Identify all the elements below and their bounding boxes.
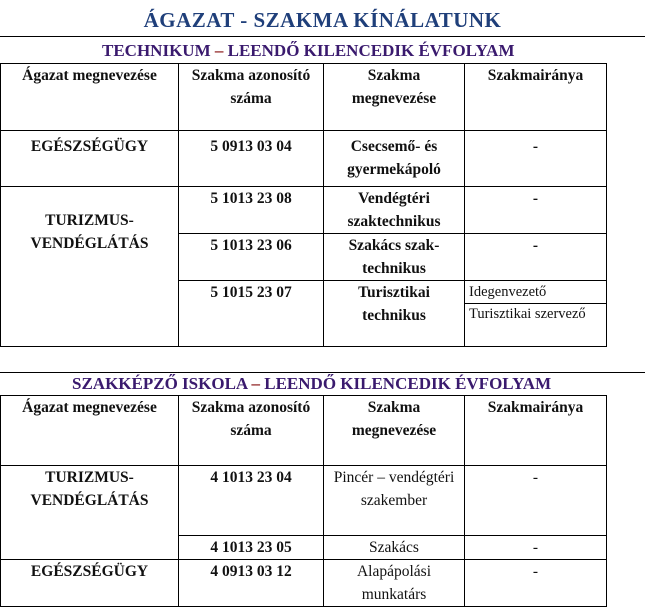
direction-cell: - — [465, 466, 607, 536]
name-cell: Szakács — [324, 536, 465, 560]
name-cell: Csecsemő- és gyermekápoló — [324, 131, 465, 187]
direction-cell — [465, 281, 607, 347]
szakkepzo-header-row — [1, 396, 607, 466]
direction-cell: - — [465, 187, 607, 234]
sector-cell: EGÉSZSÉGÜGY — [1, 560, 179, 607]
direction-cell: - — [465, 131, 607, 187]
name-cell: Alapápolási munkatárs — [324, 560, 465, 607]
id-cell: 4 1013 23 05 — [179, 536, 324, 560]
technikum-heading-dash: – — [214, 41, 224, 60]
sector-cell: TURIZMUS-VENDÉGLÁTÁS — [1, 187, 179, 347]
direction-cell: - — [465, 536, 607, 560]
table-row — [1, 131, 607, 187]
header-sector: Ágazat megnevezése — [1, 396, 179, 466]
id-cell: 5 1015 23 07 — [179, 281, 324, 347]
id-cell: 5 0913 03 04 — [179, 131, 324, 187]
id-cell: 5 1013 23 06 — [179, 234, 324, 281]
sector-cell: EGÉSZSÉGÜGY — [1, 131, 179, 187]
id-cell: 5 1013 23 08 — [179, 187, 324, 234]
header-id: Szakma azonosító száma — [179, 64, 324, 131]
direction-option: Turisztikai szervező — [469, 306, 586, 322]
table-row — [1, 560, 607, 607]
page-title: ÁGAZAT - SZAKMA KÍNÁLATUNK — [143, 8, 502, 32]
header-name: Szakma megnevezése — [324, 396, 465, 466]
title-divider — [0, 36, 645, 37]
technikum-heading-rest: LEENDŐ KILENCEDIK ÉVFOLYAM — [227, 41, 515, 60]
technikum-table — [0, 63, 607, 347]
name-cell: Turisztikai technikus — [324, 281, 465, 347]
name-cell: Szakács szak-technikus — [324, 234, 465, 281]
table-row — [1, 187, 607, 234]
technikum-header-row — [1, 64, 607, 131]
sector-cell: TURIZMUS-VENDÉGLÁTÁS — [1, 466, 179, 560]
header-id: Szakma azonosító száma — [179, 396, 324, 466]
szakkepzo-heading-rest: LEENDŐ KILENCEDIK ÉVFOLYAM — [264, 374, 552, 393]
szakkepzo-heading-dash: – — [251, 374, 260, 393]
header-sector: Ágazat megnevezése — [1, 64, 179, 131]
header-name: Szakma megnevezése — [324, 64, 465, 131]
direction-cell: - — [465, 234, 607, 281]
szakkepzo-heading-main: SZAKKÉPZŐ ISKOLA — [72, 374, 248, 393]
technikum-heading-main: TECHNIKUM — [102, 41, 211, 60]
id-cell: 4 1013 23 04 — [179, 466, 324, 536]
header-direction: Szakmairánya — [465, 64, 607, 131]
section-divider — [0, 372, 645, 373]
header-direction: Szakmairánya — [465, 396, 607, 466]
technikum-heading — [102, 41, 514, 61]
name-cell: Pincér – vendégtéri szakember — [324, 466, 465, 536]
szakkepzo-heading — [72, 374, 551, 394]
id-cell: 4 0913 03 12 — [179, 560, 324, 607]
name-cell: Vendégtéri szaktechnikus — [324, 187, 465, 234]
table-row — [1, 466, 607, 536]
direction-cell: - — [465, 560, 607, 607]
direction-option: Idegenvezető — [465, 281, 606, 304]
szakkepzo-table — [0, 395, 607, 607]
